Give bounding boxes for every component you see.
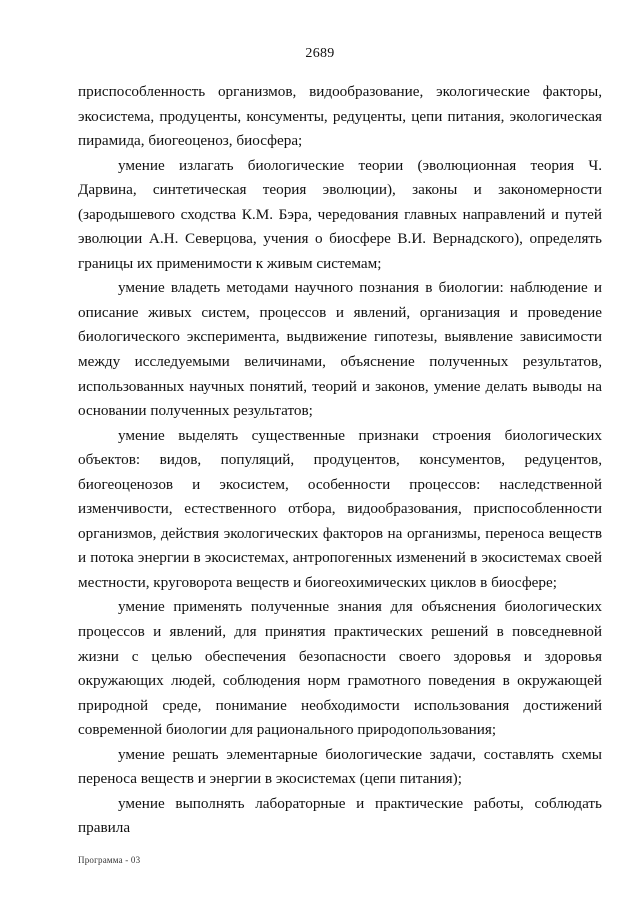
paragraph-lab-work: умение выполнять лабораторные и практические работы, соблюдать правила xyxy=(78,794,602,837)
paragraph-features: умение выделять существенные признаки строения биологических объектов: видов, популяций, продуцентов, консументов, редуцентов, биогеоценозов и экосистем, особенности процессов: наследственной изменчивости, естественного отбора, видообразования, приспособленности организмов, действия экологических факторов на организмы, переноса веществ и потока энергии в экосистемах, антропогенных изменений в экосистемах своей местности, круговорота веществ и биогеохимических циклов в биосфере; xyxy=(78,426,602,591)
footer-label: Программа - 03 xyxy=(78,855,141,865)
page-number: 2689 xyxy=(305,46,335,61)
paragraph-methods: умение владеть методами научного познания в биологии: наблюдение и описание живых систем, процессов и явлений, организация и проведение биологического эксперимента, выдвижение гипотезы, выявление зависимости между исследуемыми величинами, объяснение полученных результатов, использованных научных понятий, теорий и законов, умение делать выводы на основании полученных результатов; xyxy=(78,279,602,420)
paragraph-knowledge: умение применять полученные знания для объяснения биологических процессов и явлений, для принятия практических решений в повседневной жизни с целью обеспечения безопасности своего здоровья и здоровья окружающих людей, соблюдения норм грамотного поведения в окружающей природной среде, понимание необходимости использования достижений современной биологии для рационального природопользования; xyxy=(78,598,602,739)
body-text xyxy=(78,80,602,841)
paragraph-theories: умение излагать биологические теории (эволюционная теория Ч. Дарвина, синтетическая теория эволюции), законы и закономерности (зародышевого сходства К.М. Бэра, чередования главных направлений и путей эволюции А.Н. Северцова, учения о биосфере В.И. Вернадского), определять границы их применимости к живым системам; xyxy=(78,156,602,272)
paragraph-tasks: умение решать элементарные биологические задачи, составлять схемы переноса веществ и энергии в экосистемах (цепи питания); xyxy=(78,745,602,788)
paragraph-continuation: приспособленность организмов, видообразование, экологические факторы, экосистема, продуценты, консументы, редуценты, цепи питания, экологическая пирамида, биогеоценоз, биосфера; xyxy=(78,83,602,150)
